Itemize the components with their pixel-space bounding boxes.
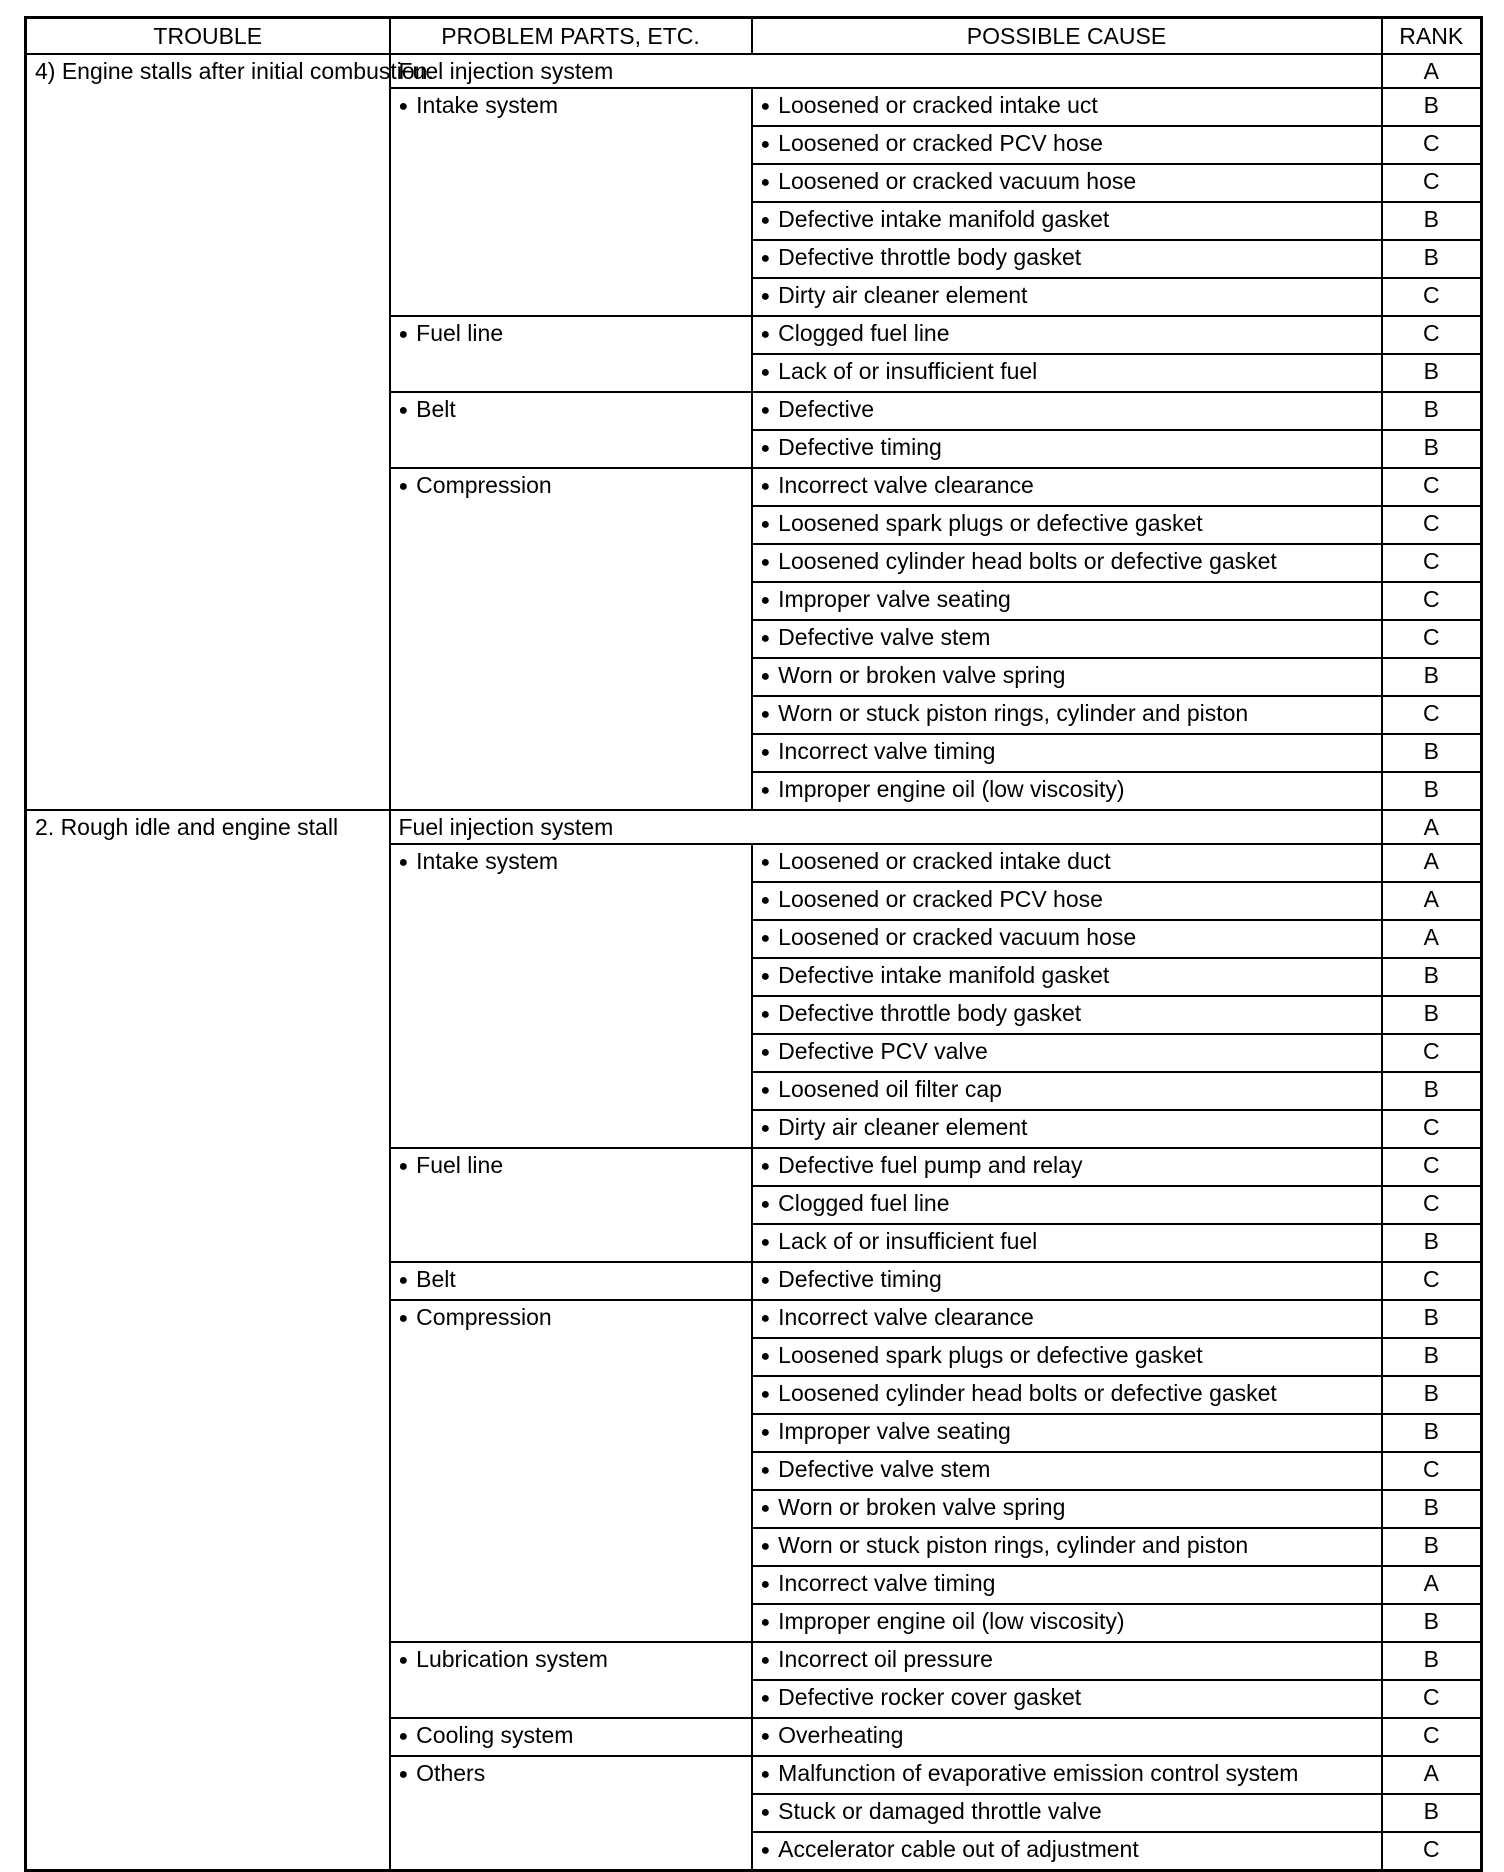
cause-cell — [752, 468, 1382, 506]
problem-part-label: ● Compression — [399, 1304, 552, 1330]
cause-cell — [752, 1566, 1382, 1604]
rank-cell: C — [1382, 1718, 1482, 1756]
cause-label: ● Loosened spark plugs or defective gasket — [761, 510, 1203, 536]
rank-cell: B — [1382, 1604, 1482, 1642]
cause-cell — [752, 1718, 1382, 1756]
rank-cell: C — [1382, 1110, 1482, 1148]
trouble-description: 2. Rough idle and engine stall — [26, 810, 390, 1871]
cause-label: ● Loosened or cracked vacuum hose — [761, 924, 1137, 950]
cause-label: ● Loosened oil filter cap — [761, 1076, 1002, 1102]
cause-cell — [752, 1300, 1382, 1338]
rank-cell: A — [1382, 1566, 1482, 1604]
table-body — [26, 54, 1482, 1871]
problem-part-label: ● Fuel line — [399, 320, 504, 346]
problem-part-cell — [390, 1718, 752, 1756]
rank-cell: B — [1382, 734, 1482, 772]
problem-part-cell — [390, 88, 752, 316]
rank-cell: B — [1382, 430, 1482, 468]
cause-label: ● Accelerator cable out of adjustment — [761, 1836, 1139, 1862]
cause-cell — [752, 772, 1382, 810]
cause-label: ● Incorrect valve timing — [761, 738, 996, 764]
cause-label: ● Improper engine oil (low viscosity) — [761, 776, 1125, 802]
rank-cell: B — [1382, 1224, 1482, 1262]
rank-cell: B — [1382, 202, 1482, 240]
cause-label: ● Stuck or damaged throttle valve — [761, 1798, 1102, 1824]
cause-cell — [752, 202, 1382, 240]
rank-cell: B — [1382, 1376, 1482, 1414]
cause-cell — [752, 1224, 1382, 1262]
cause-cell — [752, 278, 1382, 316]
rank-cell: B — [1382, 240, 1482, 278]
cause-label: ● Loosened or cracked intake duct — [761, 848, 1111, 874]
cause-cell — [752, 1680, 1382, 1718]
cause-cell — [752, 1642, 1382, 1680]
rank-cell: B — [1382, 88, 1482, 126]
cause-cell — [752, 1490, 1382, 1528]
cause-label: ● Dirty air cleaner element — [761, 1114, 1028, 1140]
cause-label: ● Improper valve seating — [761, 1418, 1011, 1444]
cause-label: ● Worn or broken valve spring — [761, 1494, 1066, 1520]
rank-cell: C — [1382, 316, 1482, 354]
cause-cell — [752, 734, 1382, 772]
rank-cell: C — [1382, 544, 1482, 582]
cause-label: ● Defective valve stem — [761, 624, 991, 650]
header-possible-cause: POSSIBLE CAUSE — [752, 18, 1382, 55]
rank-cell: B — [1382, 658, 1482, 696]
problem-part-cell — [390, 392, 752, 468]
cause-cell — [752, 1376, 1382, 1414]
problem-part-label: ● Belt — [399, 396, 456, 422]
cause-cell — [752, 392, 1382, 430]
cause-cell — [752, 1794, 1382, 1832]
rank-cell: C — [1382, 468, 1482, 506]
rank-cell: C — [1382, 1186, 1482, 1224]
problem-part-cell — [390, 1148, 752, 1262]
problem-part-label: ● Intake system — [399, 848, 559, 874]
cause-cell — [752, 1832, 1382, 1871]
cause-label: ● Defective throttle body gasket — [761, 244, 1082, 270]
cause-label: ● Overheating — [761, 1722, 904, 1748]
rank-cell: B — [1382, 1490, 1482, 1528]
cause-label: ● Loosened cylinder head bolts or defective gasket — [761, 548, 1277, 574]
rank-cell: B — [1382, 1794, 1482, 1832]
cause-cell — [752, 316, 1382, 354]
cause-label: ● Defective rocker cover gasket — [761, 1684, 1082, 1710]
cause-cell — [752, 996, 1382, 1034]
cause-label: ● Defective intake manifold gasket — [761, 206, 1110, 232]
rank-cell: B — [1382, 1300, 1482, 1338]
cause-cell — [752, 1262, 1382, 1300]
trouble-description: 4) Engine stalls after initial combustion. — [26, 54, 390, 810]
cause-label: ● Malfunction of evaporative emission control system — [761, 1760, 1299, 1786]
cause-cell — [752, 844, 1382, 882]
rank-cell: B — [1382, 996, 1482, 1034]
cause-label: ● Loosened spark plugs or defective gasket — [761, 1342, 1203, 1368]
rank-cell: C — [1382, 1680, 1482, 1718]
cause-label: ● Defective fuel pump and relay — [761, 1152, 1083, 1178]
table-row — [26, 54, 1482, 88]
rank-cell: C — [1382, 620, 1482, 658]
rank-cell: C — [1382, 1262, 1482, 1300]
cause-cell — [752, 1034, 1382, 1072]
rank-cell: B — [1382, 1072, 1482, 1110]
cause-label: ● Loosened or cracked vacuum hose — [761, 168, 1137, 194]
cause-label: ● Incorrect valve clearance — [761, 472, 1034, 498]
cause-cell — [752, 164, 1382, 202]
problem-part-cell — [390, 1756, 752, 1871]
problem-part-label: ● Belt — [399, 1266, 456, 1292]
rank-cell: A — [1382, 920, 1482, 958]
problem-part-cell — [390, 844, 752, 1148]
cause-cell — [752, 1110, 1382, 1148]
cause-cell — [752, 620, 1382, 658]
troubleshooting-table — [24, 16, 1483, 1872]
cause-label: ● Loosened or cracked PCV hose — [761, 130, 1103, 156]
cause-label: ● Defective valve stem — [761, 1456, 991, 1482]
cause-cell — [752, 430, 1382, 468]
rank-cell: B — [1382, 392, 1482, 430]
header-problem-parts: PROBLEM PARTS, ETC. — [390, 18, 752, 55]
rank-cell: B — [1382, 1528, 1482, 1566]
cause-label: ● Defective timing — [761, 1266, 942, 1292]
rank-cell: C — [1382, 1034, 1482, 1072]
cause-cell — [752, 1528, 1382, 1566]
cause-cell — [752, 958, 1382, 996]
problem-part-cell — [390, 316, 752, 392]
cause-label: ● Clogged fuel line — [761, 320, 950, 346]
cause-cell — [752, 1604, 1382, 1642]
system-heading: Fuel injection system — [390, 54, 1382, 88]
rank-cell: A — [1382, 844, 1482, 882]
cause-label: ● Lack of or insufficient fuel — [761, 358, 1038, 384]
rank-cell: C — [1382, 126, 1482, 164]
cause-cell — [752, 88, 1382, 126]
cause-label: ● Clogged fuel line — [761, 1190, 950, 1216]
cause-cell — [752, 882, 1382, 920]
header-rank: RANK — [1382, 18, 1482, 55]
rank-cell: B — [1382, 354, 1482, 392]
cause-cell — [752, 354, 1382, 392]
cause-cell — [752, 1452, 1382, 1490]
cause-label: ● Incorrect valve clearance — [761, 1304, 1034, 1330]
system-heading: Fuel injection system — [390, 810, 1382, 844]
rank-cell: B — [1382, 1414, 1482, 1452]
cause-label: ● Worn or broken valve spring — [761, 662, 1066, 688]
cause-label: ● Incorrect oil pressure — [761, 1646, 993, 1672]
problem-part-label: ● Fuel line — [399, 1152, 504, 1178]
rank-cell: C — [1382, 164, 1482, 202]
cause-label: ● Dirty air cleaner element — [761, 282, 1028, 308]
table-row — [26, 810, 1482, 844]
rank-cell: B — [1382, 1338, 1482, 1376]
rank-cell: B — [1382, 958, 1482, 996]
problem-part-cell — [390, 468, 752, 810]
cause-label: ● Loosened or cracked intake uct — [761, 92, 1098, 118]
rank-cell: A — [1382, 810, 1482, 844]
cause-label: ● Defective PCV valve — [761, 1038, 988, 1064]
header-row — [26, 18, 1482, 55]
cause-cell — [752, 1756, 1382, 1794]
rank-cell: C — [1382, 506, 1482, 544]
troubleshooting-sheet — [24, 16, 1480, 1872]
rank-cell: A — [1382, 882, 1482, 920]
rank-cell: B — [1382, 772, 1482, 810]
cause-cell — [752, 1072, 1382, 1110]
cause-label: ● Incorrect valve timing — [761, 1570, 996, 1596]
cause-label: ● Worn or stuck piston rings, cylinder and piston — [761, 1532, 1249, 1558]
cause-label: ● Defective timing — [761, 434, 942, 460]
cause-label: ● Improper engine oil (low viscosity) — [761, 1608, 1125, 1634]
cause-cell — [752, 1186, 1382, 1224]
cause-cell — [752, 1414, 1382, 1452]
cause-cell — [752, 920, 1382, 958]
cause-cell — [752, 1148, 1382, 1186]
problem-part-label: ● Others — [399, 1760, 486, 1786]
cause-label: ● Loosened cylinder head bolts or defective gasket — [761, 1380, 1277, 1406]
rank-cell: B — [1382, 1642, 1482, 1680]
problem-part-label: ● Cooling system — [399, 1722, 574, 1748]
problem-part-label: ● Compression — [399, 472, 552, 498]
cause-label: ● Improper valve seating — [761, 586, 1011, 612]
rank-cell: A — [1382, 1756, 1482, 1794]
problem-part-label: ● Lubrication system — [399, 1646, 608, 1672]
cause-cell — [752, 544, 1382, 582]
rank-cell: C — [1382, 1148, 1482, 1186]
rank-cell: C — [1382, 278, 1482, 316]
cause-label: ● Lack of or insufficient fuel — [761, 1228, 1038, 1254]
cause-cell — [752, 126, 1382, 164]
cause-label: ● Defective throttle body gasket — [761, 1000, 1082, 1026]
rank-cell: C — [1382, 582, 1482, 620]
cause-label: ● Worn or stuck piston rings, cylinder and piston — [761, 700, 1249, 726]
cause-cell — [752, 506, 1382, 544]
cause-cell — [752, 696, 1382, 734]
cause-cell — [752, 240, 1382, 278]
problem-part-cell — [390, 1300, 752, 1642]
cause-cell — [752, 582, 1382, 620]
problem-part-cell — [390, 1642, 752, 1718]
cause-label: ● Loosened or cracked PCV hose — [761, 886, 1103, 912]
rank-cell: C — [1382, 1832, 1482, 1871]
rank-cell: A — [1382, 54, 1482, 88]
cause-cell — [752, 1338, 1382, 1376]
rank-cell: C — [1382, 1452, 1482, 1490]
cause-label: ● Defective — [761, 396, 875, 422]
cause-cell — [752, 658, 1382, 696]
problem-part-cell — [390, 1262, 752, 1300]
rank-cell: C — [1382, 696, 1482, 734]
header-trouble: TROUBLE — [26, 18, 390, 55]
cause-label: ● Defective intake manifold gasket — [761, 962, 1110, 988]
problem-part-label: ● Intake system — [399, 92, 559, 118]
